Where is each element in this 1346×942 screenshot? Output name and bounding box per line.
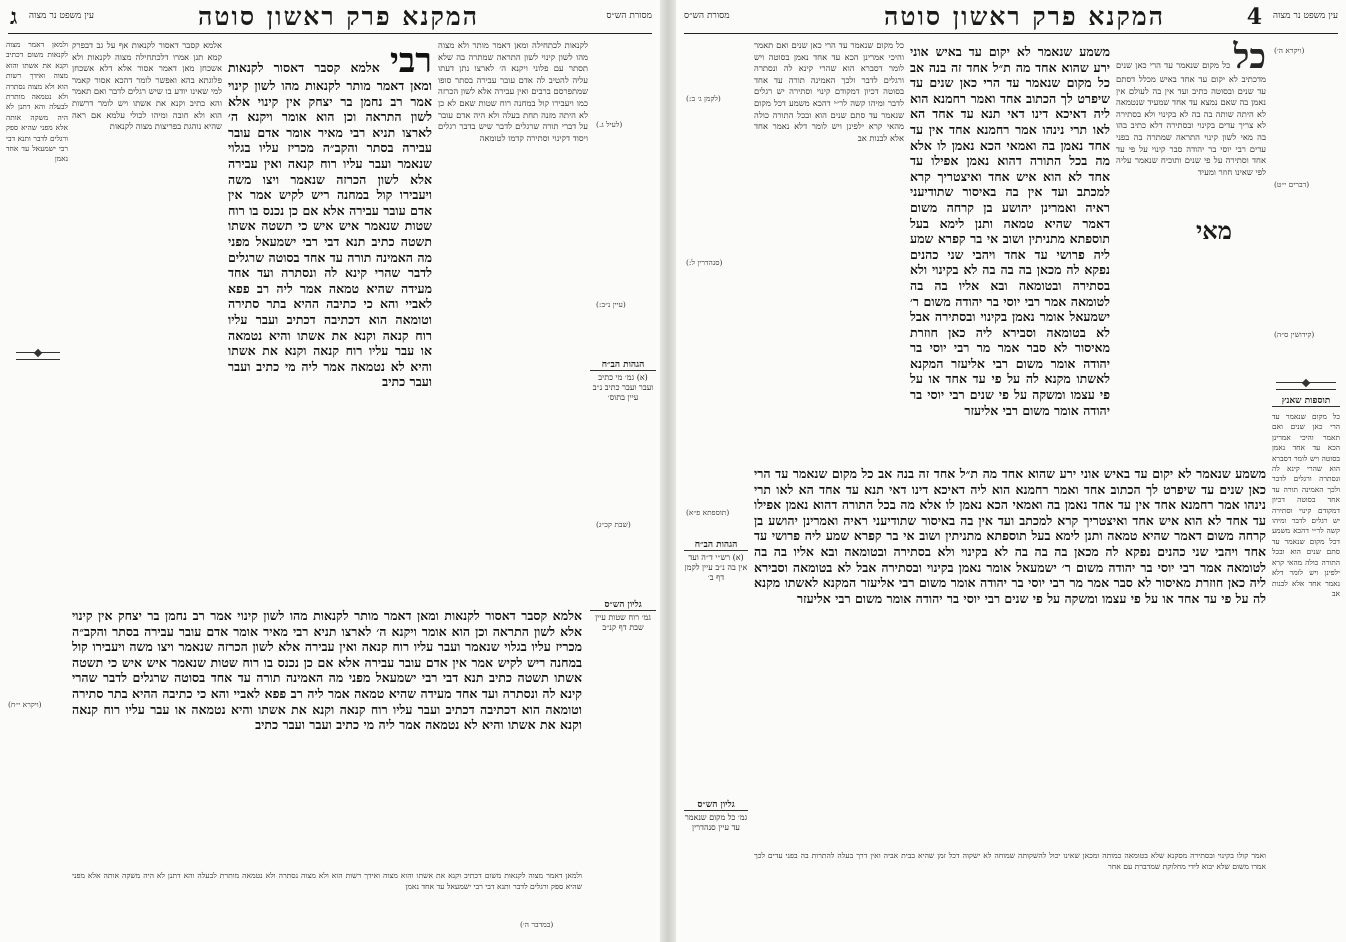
marginal-reference: (במדבר ה׳) [520, 920, 554, 929]
gilyon-box [684, 800, 748, 833]
gilyon-text: גמ׳ כל מקום שנאמר עד עיין סנהדרין [684, 813, 748, 832]
gemara-body: אלמא קסבר דאסור לקנאות ומאן דאמר מותר לקנאות מהו לשון קינוי אמר רב נחמן בר יצחק אין קינוי אלא לשון התראה וכן הוא אומר ויקנא ה׳ לארצו תניא רבי מאיר אומר אדם עובר עבירה בסתר והקב״ה מכריז עליו בגלוי שנאמר ועבר עליו רוח קנאה ואין עבירה אלא לשון הכרזה שנאמר ויצו משה ויעבירו קול במחנה ריש לקיש אמר אין אדם עובר עבירה אלא אם כן נכנס בו רוח שטות שנאמר איש איש כי תשטה אשתו תשטה כתיב תנא דבי רבי ישמעאל מפני מה האמינה תורה עד אחד בסוטה שרגלים לדבר שהרי קינא לה ונסתרה ועד אחד מעידה שהיא טמאה אמר ליה רב פפא לאביי והא כי כתיבה ההיא בתר סתירה וטומאה הוא דכתיבה דכתיב ועבר עליו רוח קנאה וקנא את אשתו והיא נטמאה או עבר עליו רוח קנאה וקנא את אשתו והיא לא נטמאה אמר ליה מי כתיב ועבר ועבר כתיב [228, 60, 432, 390]
page-title: המקנא פרק ראשון סוטה [198, 2, 480, 31]
page-number: ג [10, 4, 18, 30]
opening-word-2: מאי [1196, 216, 1232, 245]
bottom-footnotes: ולמאן דאמר מצוה לקנאות משום דכתיב וקנא את אשתו והוא מצוה ואידך רשות הוא ולא מצוה נסתרה ולא נטמאה מותרת לבעלה והא דתנן לא היה משקה אותה אלא מפני שהיא ספק ורגלים לדבר ותנא דבי רבי ישמעאל עד אחד נאמן [72, 871, 582, 891]
hagahot-box [590, 360, 656, 403]
hagahot-text: (א) רש״י ד״ה ועד אין בה נ״ב עיין לקמן דף ב׳ [684, 553, 748, 582]
marginal-reference: (לעיל ג.) [596, 120, 623, 129]
header-label-ein-mishpat: עין משפט נר מצוה [1272, 11, 1338, 21]
marginal-reference: (לקמן ג׳ ב:) [686, 94, 721, 103]
page-title: המקנא פרק ראשון סוטה [884, 2, 1166, 31]
marginal-reference: (קידושין ס״ה) [1274, 330, 1315, 339]
marginal-reference: (דברים י״ט) [1274, 180, 1310, 189]
section-ornament [16, 352, 60, 360]
ein-mishpat-column [1272, 40, 1340, 370]
header-label-ein-mishpat: עין משפט נר מצוה [28, 11, 94, 21]
marginal-reference: (עיין נ״ב:) [596, 300, 626, 309]
gilyon-text: גמ׳ רוח שטות עיין שבת דף קנ״ב [595, 613, 651, 632]
tosafot-commentary: כל מקום שנאמר עד הרי כאן שנים ואם תאמר והיכי אמרינן הכא עד אחד נאמן בסוטה ויש לומר דסברא הוא שהרי קינא לה ונסתרה ורגלים לדבר ולכך האמינה תורה עד אחד בסוטה דכיון דמקודם קינוי וסתירה יש רגלים לדבר ומיהו קשה לר״י דהכא משמע דכל מקום שנאמר עד סתם שנים הוא ובכל התורה כולה מהאי קרא ילפינן ויש לומר דלא נאמר אחד אלא לבנות אב [754, 40, 904, 143]
page-number: 4 [1246, 4, 1262, 30]
tosafot-shantz-title: תוספות שאנץ [1272, 396, 1340, 407]
gilyon-box [590, 600, 656, 633]
hagahot-text: (א) גמ׳ מי כתיב ועבר ועבר כתיב נ״ב עיין בתוס׳ [592, 373, 654, 402]
gemara-continuation: אלמא קסבר דאסור לקנאות ומאן דאמר מותר לקנאות מהו לשון קינוי אמר רב נחמן בר יצחק אין קינוי אלא לשון התראה וכן הוא אומר ויקנא ה׳ לארצו תניא רבי מאיר אומר אדם עובר עבירה בסתר והקב״ה מכריז עליו בגלוי שנאמר ועבר עליו רוח קנאה ואין עבירה אלא לשון הכרזה שנאמר ויצו משה ויעבירו קול במחנה ריש לקיש אמר אין אדם עובר עבירה אלא אם כן נכנס בו רוח שטות שנאמר איש איש כי תשטה אשתו תשטה כתיב תנא דבי רבי ישמעאל מפני מה האמינה תורה עד אחד בסוטה שרגלים לדבר שהרי קינא לה ונסתרה ועד אחד מעידה שהיא טמאה אמר ליה רב פפא לאביי והא כי כתיבה ההיא בתר סתירה וטומאה הוא דכתיבה דכתיב ועבר עליו רוח קנאה וקנא את אשתו והיא נטמאה או עבר עליו רוח קנאה וקנא את אשתו והיא לא נטמאה אמר ליה מי כתיב ועבר ועבר כתיב [72, 608, 582, 733]
gemara-body: משמע שנאמר לא יקום עד באיש אוני ירע שהוא אחד מה ת״ל אחד זה בנה אב כל מקום שנאמר עד הרי כאן שנים עד שיפרט לך הכתוב אחד ואמר רחמנא הוא ליה דאיכא דינו דאי תנא עד אחד הא לאו תרי נינהו אמר רחמנא אחד אין עד אחד נאמן בה ואמאי הכא נאמן לו אלא מה בכל התורה דהוא נאמן אפילו עד אחד לא הוא איש אחד ואיצטריך קרא למכתב ועד אין בה באיסור שתודיעני ראיה ואמרינן יהושע בן קרחה משום דאמר שהיא טמאה ותנן לימא בעל תוספתא מתניתין ושוב אי בר קפרא שמע ליה פרושי עד אחד ויהבי שני כהנים נפקא לה מכאן בה בה בה לא בקינוי ולא בסתירה ובטומאה ובא אליו בה בה לטומאה אמר רבי יוסי בר יהודה משום ר׳ ישמעאל אומר נאמן בקינוי ובסתירה אבל לא בטומאה וסבירא ליה כאן חוזרת מאיסור לא סבר אמר מר רבי יוסי בר יהודה אומר משום רבי אליעזר המקנא לאשתו מקנא לה על פי עד אחד או על פי עצמו ומשקה על פי שנים רבי יוסי בר יהודה אומר משום רבי אליעזר [910, 44, 1110, 418]
rashi-body: כל מקום שנאמר עד הרי כאן שנים מדכתיב לא יקום עד אחד באיש מכלל דסתם עד שנים ובסוטה כתיב ועד אין בה לעולם אין נאמן בה שאם נמצא עד אחד שמעיד שנטמאה לא היתה שותה בה בה לא בקינוי ולא בסתירה לא צריך עדים בקינוי ובסתירה דלא כתיב בהו בה מאי לשון קינוי התראה שמתרה בה בפני עדים רבי יוסי בר יהודה סבר קינוי על פי עד אחד וסתירה על פי שנים ותוכיח שנאמר עליה לפי שאינו חוזר ומעיד [1116, 60, 1266, 177]
right-page [676, 0, 1346, 942]
header-label-mesoret: מסורת הש״ס [684, 11, 730, 21]
ein-mishpat-column: ולמאן דאמר מצוה לקנאות משום דכתיב וקנא את אשתו והוא מצוה ואידך רשות הוא ולא מצוה נסתרה ולא נטמאה מותרת לבעלה והא דתנן לא היה משקה אותה אלא מפני שהיא ספק ורגלים לדבר ותנא דבי רבי ישמעאל עד אחד נאמן [6, 40, 68, 164]
bottom-footnotes: ואמר קולו בקינוי ובסתירה מסקנא שלא בטומאה כמותה ומכאן שאינו יכול להשקותה שמוחה לא ישקוה דכל זמן שהיא בבית אביה ואין דרך בעלה להתרות בה בפני עדים לכך אמרו משום שלא יבוא לידי מחלוקת שמדברת עם אחר [754, 851, 1266, 871]
left-page-header [8, 4, 652, 30]
rashi-commentary [1116, 40, 1266, 460]
hagahot-title: הגהות הב״ח [590, 360, 656, 371]
gilyon-title: גליון הש״ס [684, 800, 748, 811]
gemara-main-text [910, 44, 1110, 464]
header-rule [8, 33, 652, 34]
marginal-reference: (ויקרא י״ח) [8, 700, 42, 709]
marginal-reference: (שבת קכ״ג) [596, 520, 631, 529]
hagahot-box [684, 540, 748, 583]
gemara-main-text [228, 44, 432, 604]
header-label-mesoret: מסורת הש״ס [606, 11, 652, 21]
marginal-reference: (תוספתא פ״א) [686, 508, 730, 517]
marginal-reference: (סנהדרין ל:) [686, 258, 723, 267]
gilyon-title: גליון הש״ס [590, 600, 656, 611]
header-rule [684, 33, 1338, 34]
hagahot-title: הגהות הב״ח [684, 540, 748, 551]
opening-word: כל [1233, 40, 1266, 77]
tosafot-shantz-text: כל מקום שנאמר עד הרי כאן שנים ואם תאמר והיכי אמרינן הכא עד אחד נאמן בסוטה ויש לומר דסברא הוא שהרי קינא לה ונסתרה ורגלים לדבר ולכך האמינה תורה עד אחד בסוטה דכיון דמקודם קינוי וסתירה יש רגלים לדבר ומיהו קשה לר״י דהכא משמע דכל מקום שנאמר עד סתם שנים הוא ובכל התורה כולה מהאי קרא ילפינן ויש לומר דלא נאמר אחד אלא לבנות אב [1272, 412, 1340, 598]
gemara-continuation: משמע שנאמר לא יקום עד באיש אוני ירע שהוא אחד מה ת״ל אחד זה בנה אב כל מקום שנאמר עד הרי כאן שנים עד שיפרט לך הכתוב אחד ואמר רחמנא הוא ליה דאיכא דינו דאי תנא עד אחד הא לאו תרי נינהו אמר רחמנא אחד אין עד אחד נאמן בה ואמאי הכא נאמן לו אלא מה בכל התורה דהוא נאמן אפילו עד אחד לא הוא איש אחד ואיצטריך קרא למכתב ועד אין בה באיסור שתודיעני ראיה ואמרינן יהושע בן קרחה משום דאמר שהיא טמאה ותנן לימא בעל תוספתא מתניתין ושוב אי בר קפרא שמע ליה פרושי עד אחד ויהבי שני כהנים נפקא לה מכאן בה בה בה לא בקינוי ולא בסתירה ובטומאה ובא אליו בה בה לטומאה אמר רבי יוסי בר יהודה משום ר׳ ישמעאל אומר נאמן בקינוי ובסתירה אבל לא בטומאה וסבירא ליה כאן חוזרת מאיסור לא סבר אמר מר רבי יוסי בר יהודה אומר משום רבי אליעזר המקנא לאשתו מקנא לה על פי עד אחד או על פי עצמו ומשקה על פי שנים רבי יוסי בר יהודה אומר משום רבי אליעזר [754, 466, 1266, 606]
marginal-reference: (ויקרא ה׳) [1274, 46, 1305, 55]
tosafot-commentary: אלמא קסבר דאסור לקנאות אף על גב דבפרק קמא תנן אמרו דלכתחילה מצוה לקנאות ולא אשכחן מאן דאמר אסור אלא דלא אשכחן פלוגתא בהא ואפשר לומר דהכא אסור קאמר למי שאינו יודע בו שיש רגלים לדבר ואם תאמר והא כתיב וקנא את אשתו ויש לומר דרשות הוא ולא חובה ומיהו לכולי עלמא אם ראה שהיא נוהגת בפריצות מצוה לקנאות [72, 40, 222, 132]
left-page [0, 0, 660, 942]
mesoret-column [680, 40, 700, 900]
opening-word: רבי [390, 44, 432, 81]
section-ornament [1276, 382, 1336, 390]
book-gutter [660, 0, 676, 942]
tosafot-shantz-box [1272, 396, 1340, 409]
rashi-commentary: לקנאות לכתחילה ומאן דאמר מותר ולא מצוה מהו לשון קינוי לשון התראה שמתרה בה שלא תסתר עם פלוני ויקנא ה׳ לארצו נתן דעתו עליה להטיב לה אדם עובר עבירה בסתר סופו שמתפרסם ברבים ואין עבירה אלא לשון הכרזה כמו ויעבירו קול במחנה רוח שטות שאם לא כן לא היתה מזנה תחת בעלה ולא היה אדם עובר על דברי תורה שרגלים לדבר שיש בדבר רגלים ויסוד דקינוי וסתירה קדמו לטומאה [438, 40, 588, 143]
right-page-header [684, 4, 1338, 30]
